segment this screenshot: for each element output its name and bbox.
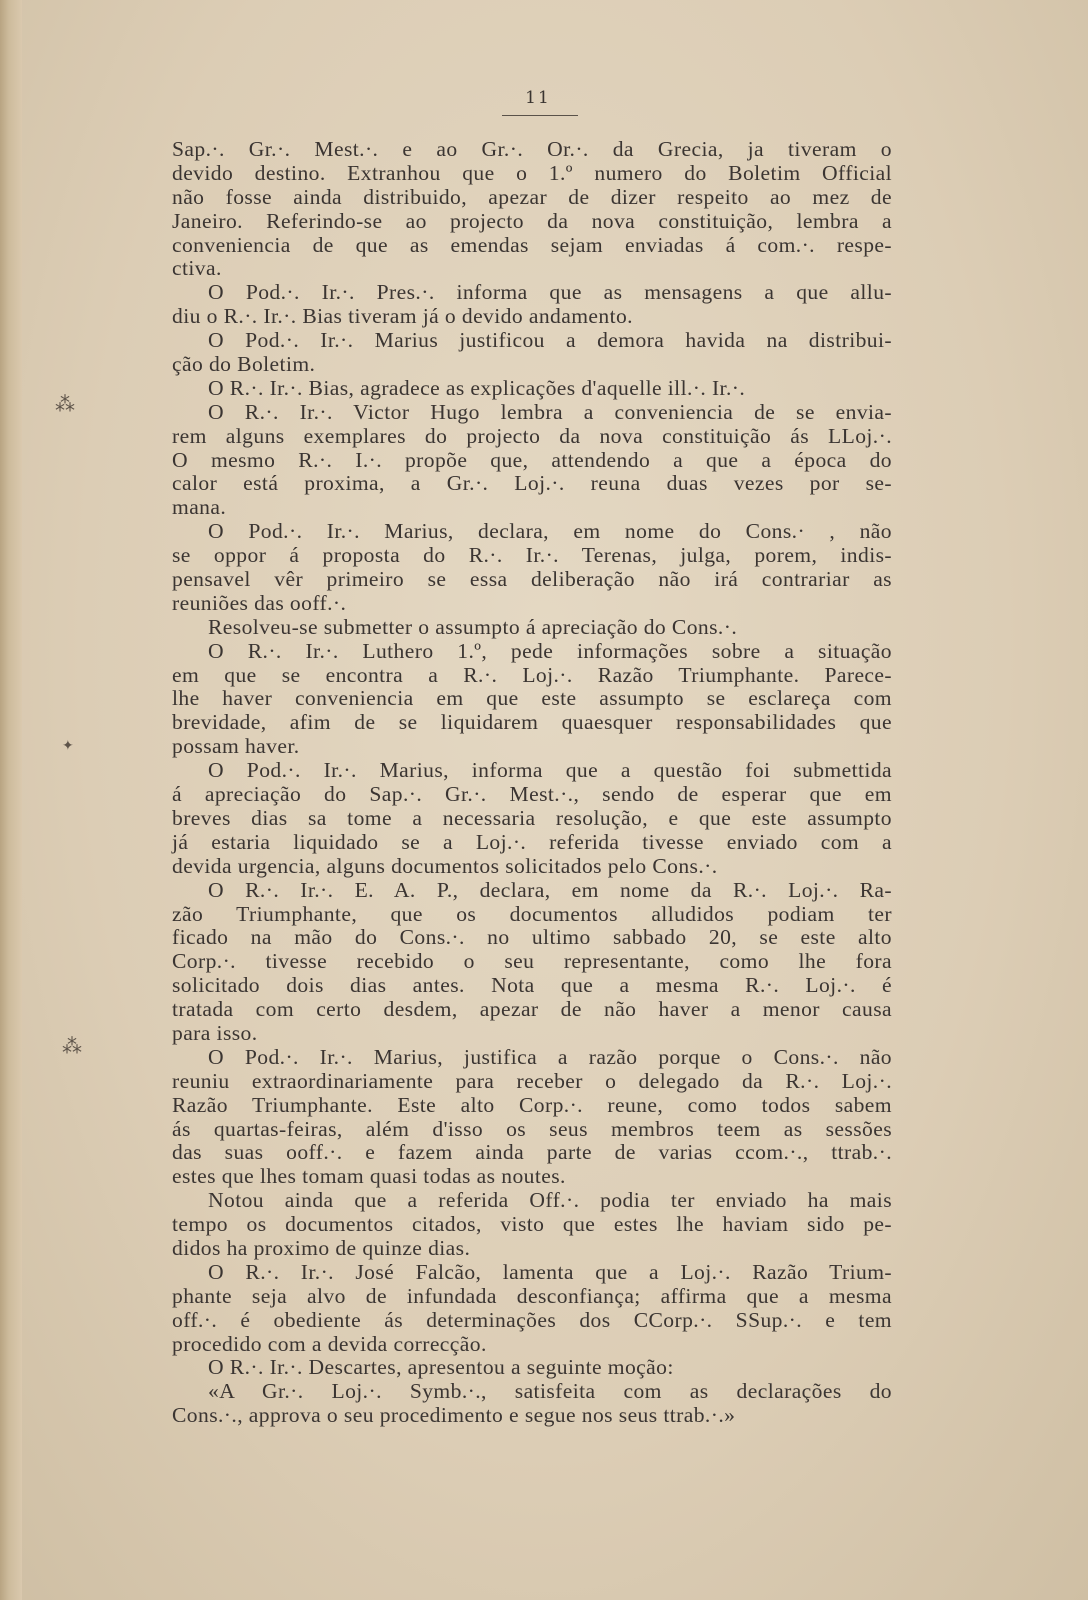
text-line: solicitado dois dias antes. Nota que a mesma R.·. Loj.·. é <box>172 973 892 998</box>
text-line: estes que lhes tomam quasi todas as noutes. <box>172 1164 566 1189</box>
text-line: Notou ainda que a referida Off.·. podia ter enviado ha mais <box>208 1188 892 1213</box>
text-line: rem alguns exemplares do projecto da nova constituição ás LLoj.·. <box>172 423 892 448</box>
text-line: procedido com a devida correcção. <box>172 1331 487 1356</box>
text-line: Razão Triumphante. Este alto Corp.·. reune, como todos sabem <box>172 1092 892 1117</box>
text-line: possam haver. <box>172 734 300 759</box>
text-line: já estaria liquidado se a Loj.·. referida tivesse enviado com a <box>172 829 892 854</box>
text-line: O R.·. Ir.·. Bias, agradece as explicações d'aquelle ill.·. Ir.·. <box>208 375 746 400</box>
text-line: O Pod.·. Ir.·. Marius justificou a demora havida na distribui- <box>208 328 892 353</box>
body-text <box>172 138 892 1428</box>
text-line: calor está proxima, a Gr.·. Loj.·. reuna duas vezes por se- <box>172 471 892 496</box>
text-line: O Pod.·. Ir.·. Marius, justifica a razão porque o Cons.·. não <box>208 1044 892 1069</box>
text-line: em que se encontra a R.·. Loj.·. Razão Triumphante. Parece- <box>172 662 892 687</box>
text-line: diu o R.·. Ir.·. Bias tiveram já o devido andamento. <box>172 304 633 329</box>
text-line: O Pod.·. Ir.·. Marius, declara, em nome do Cons.· , não <box>208 519 892 544</box>
text-line: se oppor á proposta do R.·. Ir.·. Terenas, julga, porem, indis- <box>172 543 892 568</box>
text-line: didos ha proximo de quinze dias. <box>172 1235 471 1260</box>
text-line: pensavel vêr primeiro se essa deliberação não irá contrariar as <box>172 567 892 592</box>
text-line: tempo os documentos citados, visto que estes lhe haviam sido pe- <box>172 1212 892 1237</box>
text-line: «A Gr.·. Loj.·. Symb.·., satisfeita com as declarações do <box>208 1379 892 1404</box>
text-line: zão Triumphante, que os documentos alludidos podiam ter <box>172 901 892 926</box>
text-line: off.·. é obediente ás determinações dos CCorp.·. SSup.·. e tem <box>172 1307 892 1332</box>
text-line: ctiva. <box>172 256 222 281</box>
text-line: O R.·. Ir.·. Luthero 1.º, pede informações sobre a situação <box>208 638 892 663</box>
margin-mark: ✦ <box>62 738 74 754</box>
text-line: reuniu extraordinariamente para receber o delegado da R.·. Loj.·. <box>172 1068 892 1093</box>
text-line: O Pod.·. Ir.·. Pres.·. informa que as mensagens a que allu- <box>208 280 892 305</box>
text-line: phante seja alvo de infundada desconfiança; affirma que a mesma <box>172 1283 892 1308</box>
text-line: Resolveu-se submetter o assumpto á apreciação do Cons.·. <box>208 614 738 639</box>
text-line: Cons.·., approva o seu procedimento e segue nos seus ttrab.·.» <box>172 1403 736 1428</box>
text-line: mana. <box>172 495 227 520</box>
text-line: ção do Boletim. <box>172 352 316 377</box>
text-line: breves dias sa tome a necessaria resolução, e que este assumpto <box>172 805 892 830</box>
text-line: O R.·. Ir.·. Victor Hugo lembra a conveniencia de se envia- <box>208 399 892 424</box>
text-line: para isso. <box>172 1020 258 1045</box>
text-line: ficado na mão do Cons.·. no ultimo sabbado 20, se este alto <box>172 925 892 950</box>
text-line: devido destino. Extranhou que o 1.º numero do Boletim Official <box>172 160 892 185</box>
text-line: ás quartas-feiras, além d'isso os seus membros teem as sessões <box>172 1116 892 1141</box>
text-line: Sap.·. Gr.·. Mest.·. e ao Gr.·. Or.·. da Grecia, ja tiveram o <box>172 137 892 161</box>
text-line: á apreciação do Sap.·. Gr.·. Mest.·., sendo de esperar que em <box>172 782 892 807</box>
text-line: O mesmo R.·. I.·. propõe que, attendendo a que a época do <box>172 447 892 472</box>
text-line: tratada com certo desdem, apezar de não haver a menor causa <box>172 997 892 1022</box>
text-line: O R.·. Ir.·. E. A. P., declara, em nome da R.·. Loj.·. Ra- <box>208 877 892 902</box>
page-number-rule <box>502 115 578 116</box>
text-line: lhe haver conveniencia em que este assumpto se esclareça com <box>172 686 892 711</box>
text-line: Corp.·. tivesse recebido o seu representante, como lhe fora <box>172 949 892 974</box>
page-spine-shadow <box>0 0 22 1600</box>
text-line: devida urgencia, alguns documentos solicitados pelo Cons.·. <box>172 853 718 878</box>
text-line: Janeiro. Referindo-se ao projecto da nova constituição, lembra a <box>172 208 892 233</box>
text-line: reuniões das ooff.·. <box>172 590 347 615</box>
text-line: não fosse ainda distribuido, apezar de dizer respeito ao mez de <box>172 184 892 209</box>
margin-mark: ⁂ <box>62 1034 82 1058</box>
text-line: conveniencia de que as emendas sejam enviadas á com.·. respe- <box>172 232 892 257</box>
page-number: 11 <box>525 88 551 108</box>
text-line: das suas ooff.·. e fazem ainda parte de varias ccom.·., ttrab.·. <box>172 1140 892 1165</box>
margin-mark: ⁂ <box>55 392 75 416</box>
text-line: O R.·. Ir.·. José Falcão, lamenta que a Loj.·. Razão Trium- <box>208 1259 892 1284</box>
text-line: O R.·. Ir.·. Descartes, apresentou a seguinte moção: <box>208 1355 674 1380</box>
text-line: brevidade, afim de se liquidarem quaesquer responsabilidades que <box>172 710 892 735</box>
text-line: O Pod.·. Ir.·. Marius, informa que a questão foi submettida <box>208 758 892 783</box>
